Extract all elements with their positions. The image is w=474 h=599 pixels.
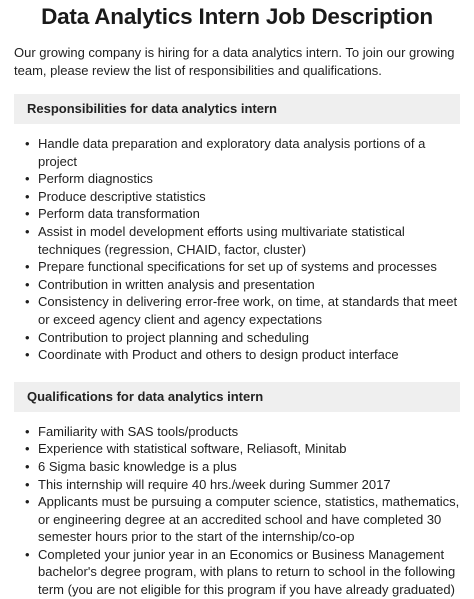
qualifications-heading: Qualifications for data analytics intern bbox=[14, 382, 460, 412]
list-item-text: Handle data preparation and exploratory data analysis portions of a project bbox=[38, 136, 426, 169]
list-item bbox=[25, 423, 460, 441]
list-item-text: Familiarity with SAS tools/products bbox=[38, 423, 239, 439]
list-item-text: Assist in model development efforts using multivariate statistical techniques (regression, CHAID, factor, cluster) bbox=[38, 223, 405, 257]
bullet-icon: • bbox=[25, 347, 30, 363]
bullet-icon: • bbox=[25, 223, 30, 239]
list-item-text: Coordinate with Product and others to design product interface bbox=[38, 347, 399, 363]
list-item-text: Consistency in delivering error-free work, on time, at standards that meet or exceed agency client and agency expectations bbox=[38, 294, 458, 327]
list-item-text: Contribution in written analysis and presentation bbox=[38, 276, 315, 292]
intro-paragraph: Our growing company is hiring for a data analytics intern. To join our growing team, please review the list of responsibilities and qualifications. bbox=[14, 45, 455, 78]
bullet-icon: • bbox=[25, 171, 30, 187]
bullet-icon: • bbox=[25, 546, 30, 562]
list-item-text: Contribution to project planning and scheduling bbox=[38, 329, 310, 345]
list-item-text: Prepare functional specifications for set up of systems and processes bbox=[38, 259, 437, 275]
list-item bbox=[25, 276, 460, 294]
bullet-icon: • bbox=[25, 188, 30, 204]
bullet-icon: • bbox=[25, 423, 30, 439]
bullet-icon: • bbox=[25, 494, 30, 510]
list-item bbox=[25, 170, 460, 188]
responsibilities-list bbox=[14, 135, 460, 364]
bullet-icon: • bbox=[25, 476, 30, 492]
list-item-text: Produce descriptive statistics bbox=[38, 188, 206, 204]
responsibilities-heading: Responsibilities for data analytics intern bbox=[14, 94, 460, 124]
qualifications-list bbox=[14, 423, 460, 599]
bullet-icon: • bbox=[25, 136, 30, 151]
list-item-text: 6 Sigma basic knowledge is a plus bbox=[38, 458, 237, 474]
bullet-icon: • bbox=[25, 458, 30, 474]
bullet-icon: • bbox=[25, 294, 30, 310]
bullet-icon: • bbox=[25, 276, 30, 292]
bullet-icon: • bbox=[25, 441, 30, 457]
list-item bbox=[25, 440, 460, 458]
list-item-text: Perform data transformation bbox=[38, 206, 200, 222]
list-item-text: Completed your junior year in an Economics or Business Management bachelor's degree program, with plans to return to school in the following term (you are not eligible for this program if you have already graduated) bbox=[38, 546, 456, 598]
list-item-text: Perform diagnostics bbox=[38, 171, 153, 187]
bullet-icon: • bbox=[25, 206, 30, 222]
list-item bbox=[25, 205, 460, 223]
list-item bbox=[25, 329, 460, 347]
list-item bbox=[25, 493, 460, 546]
list-item bbox=[25, 476, 460, 494]
list-item bbox=[25, 223, 460, 258]
list-item-text: Applicants must be pursuing a computer science, statistics, mathematics, or engineering degree at an accredited school and have completed 30 semester hours prior to the start of the internship/co-op bbox=[38, 494, 460, 545]
list-item bbox=[25, 546, 460, 599]
list-item bbox=[25, 458, 460, 476]
list-item bbox=[25, 258, 460, 276]
list-item-text: Experience with statistical software, Reliasoft, Minitab bbox=[38, 441, 347, 457]
list-item-text: This internship will require 40 hrs./week during Summer 2017 bbox=[38, 476, 391, 492]
page-title: Data Analytics Intern Job Description bbox=[41, 4, 433, 29]
list-item bbox=[25, 346, 460, 364]
list-item bbox=[25, 293, 460, 328]
list-item bbox=[25, 135, 460, 170]
list-item bbox=[25, 188, 460, 206]
bullet-icon: • bbox=[25, 329, 30, 345]
bullet-icon: • bbox=[25, 259, 30, 275]
